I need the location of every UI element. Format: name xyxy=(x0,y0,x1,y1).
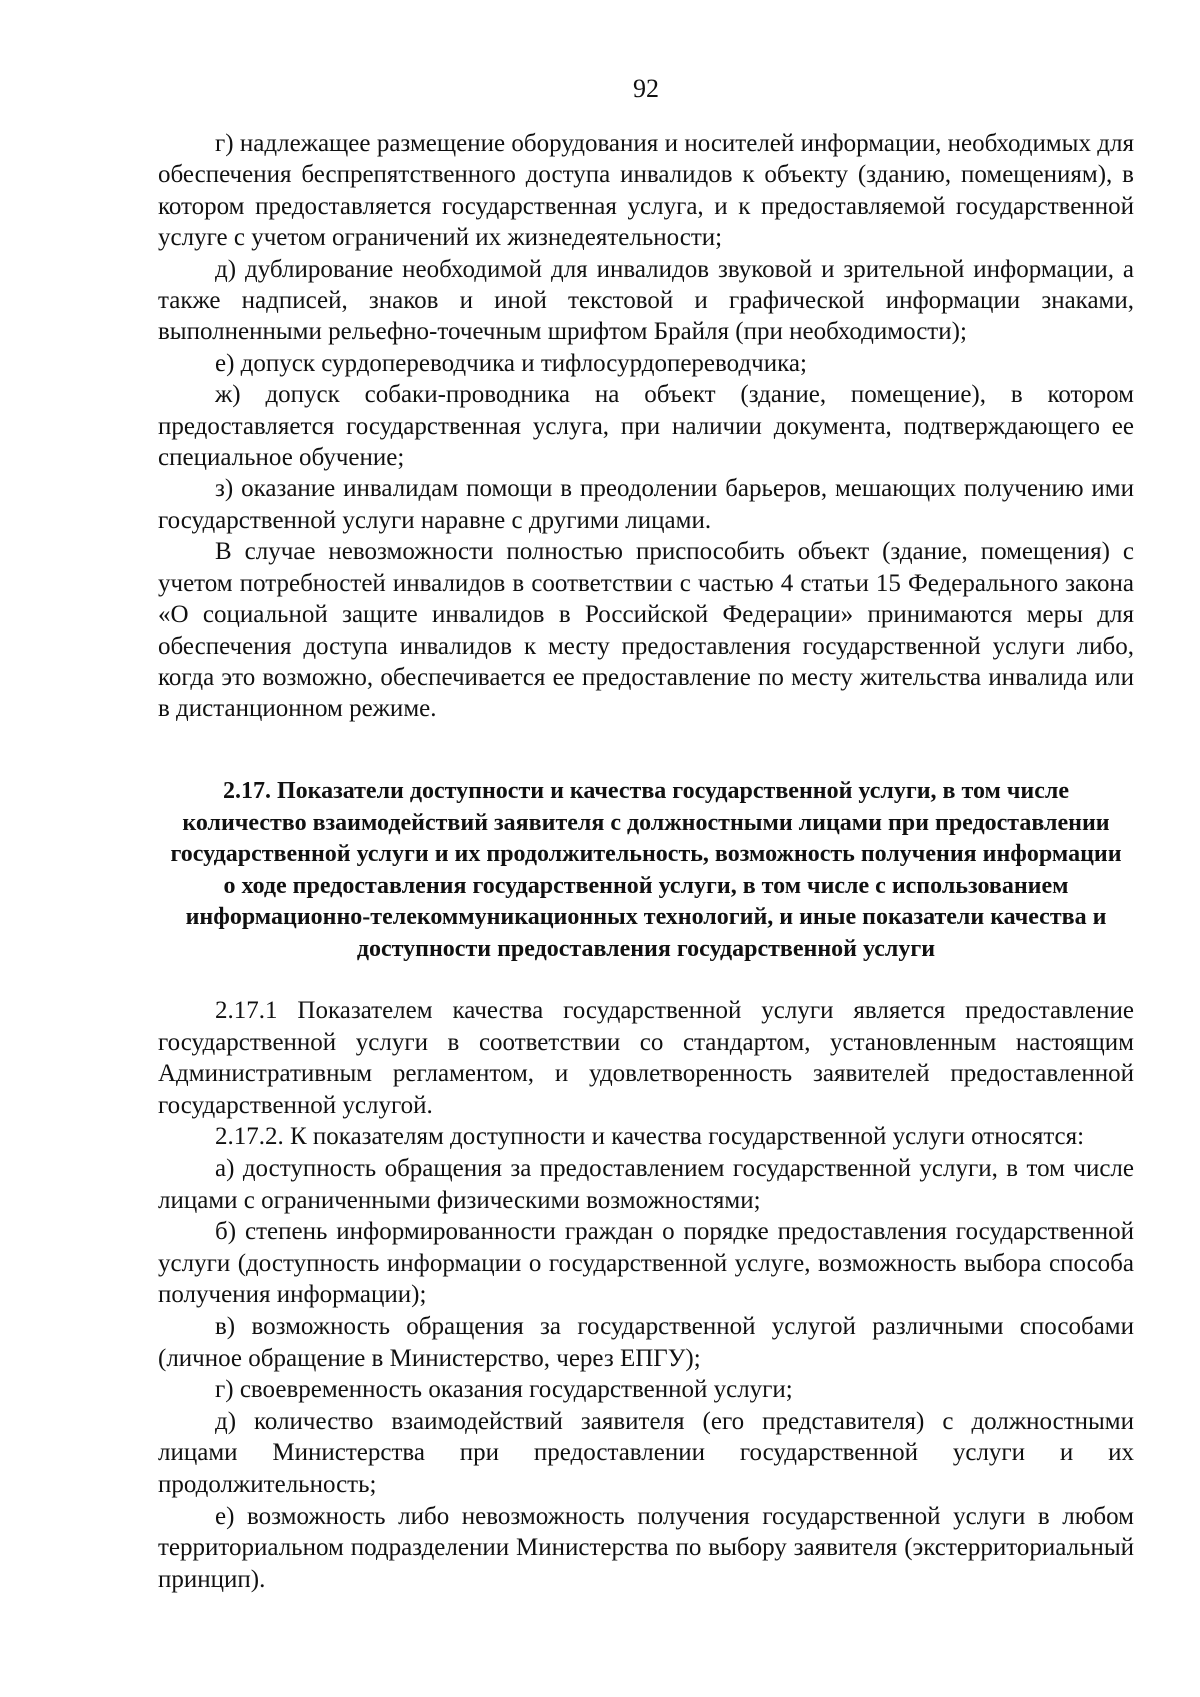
heading-line: доступности предоставления государственной услуги xyxy=(356,935,936,962)
section-heading-2-17 xyxy=(158,776,1134,966)
paragraph-a: а) доступность обращения за предоставлением государственной услуги, в том числе лицами с ограниченными физическими возможностями; xyxy=(158,1154,1134,1214)
accessibility-measures-section xyxy=(158,128,1134,725)
heading-line: количество взаимодействий заявителя с должностными лицами при предоставлении xyxy=(182,809,1110,836)
paragraph-zh: ж) допуск собаки-проводника на объект (здание, помещение), в котором предоставляется государственная услуга, при наличии документа, подтверждающего ее специальное обучение; xyxy=(158,381,1134,472)
paragraph-d2: д) количество взаимодействий заявителя (его представителя) с должностными лицами Министерства при предоставлении государственной услуги и их продолжительность; xyxy=(158,1407,1134,1498)
paragraph-2-17-1: 2.17.1 Показателем качества государственной услуги является предоставление государственной услуги в соответствии со стандартом, установленным настоящим Административным регламентом, и удовлетворенность заявителей предоставленной государственной услугой. xyxy=(158,997,1134,1119)
paragraph-2-17-2: 2.17.2. К показателям доступности и качества государственной услуги относятся: xyxy=(215,1123,1085,1151)
heading-line: о ходе предоставления государственной услуги, в том числе с использованием xyxy=(223,872,1069,899)
paragraph-impossibility-case: В случае невозможности полностью приспособить объект (здание, помещения) с учетом потребностей инвалидов в соответствии с частью 4 статьи 15 Федерального закона «О социальной защите инвалидов в Российской Федерации» принимаются меры для обеспечения доступа инвалидов к месту предоставления государственной услуги либо, когда это возможно, обеспечивается ее предоставление по месту жительства инвалида или в дистанционном режиме. xyxy=(158,538,1134,723)
paragraph-d: д) дублирование необходимой для инвалидов звуковой и зрительной информации, а также надписей, знаков и иной текстовой и графической информации знаками, выполненными рельефно-точечным шрифтом Брайля (при необходимости); xyxy=(158,255,1134,346)
paragraph-g2: г) своевременность оказания государственной услуги; xyxy=(215,1376,793,1404)
heading-line: информационно-телекоммуникационных технологий, и иные показатели качества и xyxy=(185,904,1107,931)
paragraph-v: в) возможность обращения за государственной услугой различными способами (личное обращение в Министерство, через ЕПГУ); xyxy=(158,1312,1134,1372)
quality-indicators-section xyxy=(158,995,1134,1595)
paragraph-e: е) допуск сурдопереводчика и тифлосурдопереводчика; xyxy=(215,349,807,377)
paragraph-g: г) надлежащее размещение оборудования и носителей информации, необходимых для обеспечения беспрепятственного доступа инвалидов к объекту (зданию, помещениям), в котором предоставляется государственная услуга, и к предоставляемой государственной услуге с учетом ограничений их жизнедеятельности; xyxy=(158,130,1134,252)
heading-line: государственной услуги и их продолжительность, возможность получения информации xyxy=(170,841,1122,868)
paragraph-z: з) оказание инвалидам помощи в преодолении барьеров, мешающих получению ими государственной услуги наравне с другими лицами. xyxy=(158,475,1134,534)
paragraph-e2: е) возможность либо невозможность получения государственной услуги в любом территориальном подразделении Министерства по выбору заявителя (экстерриториальный принцип). xyxy=(158,1502,1134,1593)
heading-line: 2.17. Показатели доступности и качества государственной услуги, в том числе xyxy=(222,778,1069,804)
page-number: 92 xyxy=(633,74,659,103)
paragraph-b: б) степень информированности граждан о порядке предоставления государственной услуги (доступность информации о государственной услуге, возможность выбора способа получения информации); xyxy=(158,1218,1134,1309)
